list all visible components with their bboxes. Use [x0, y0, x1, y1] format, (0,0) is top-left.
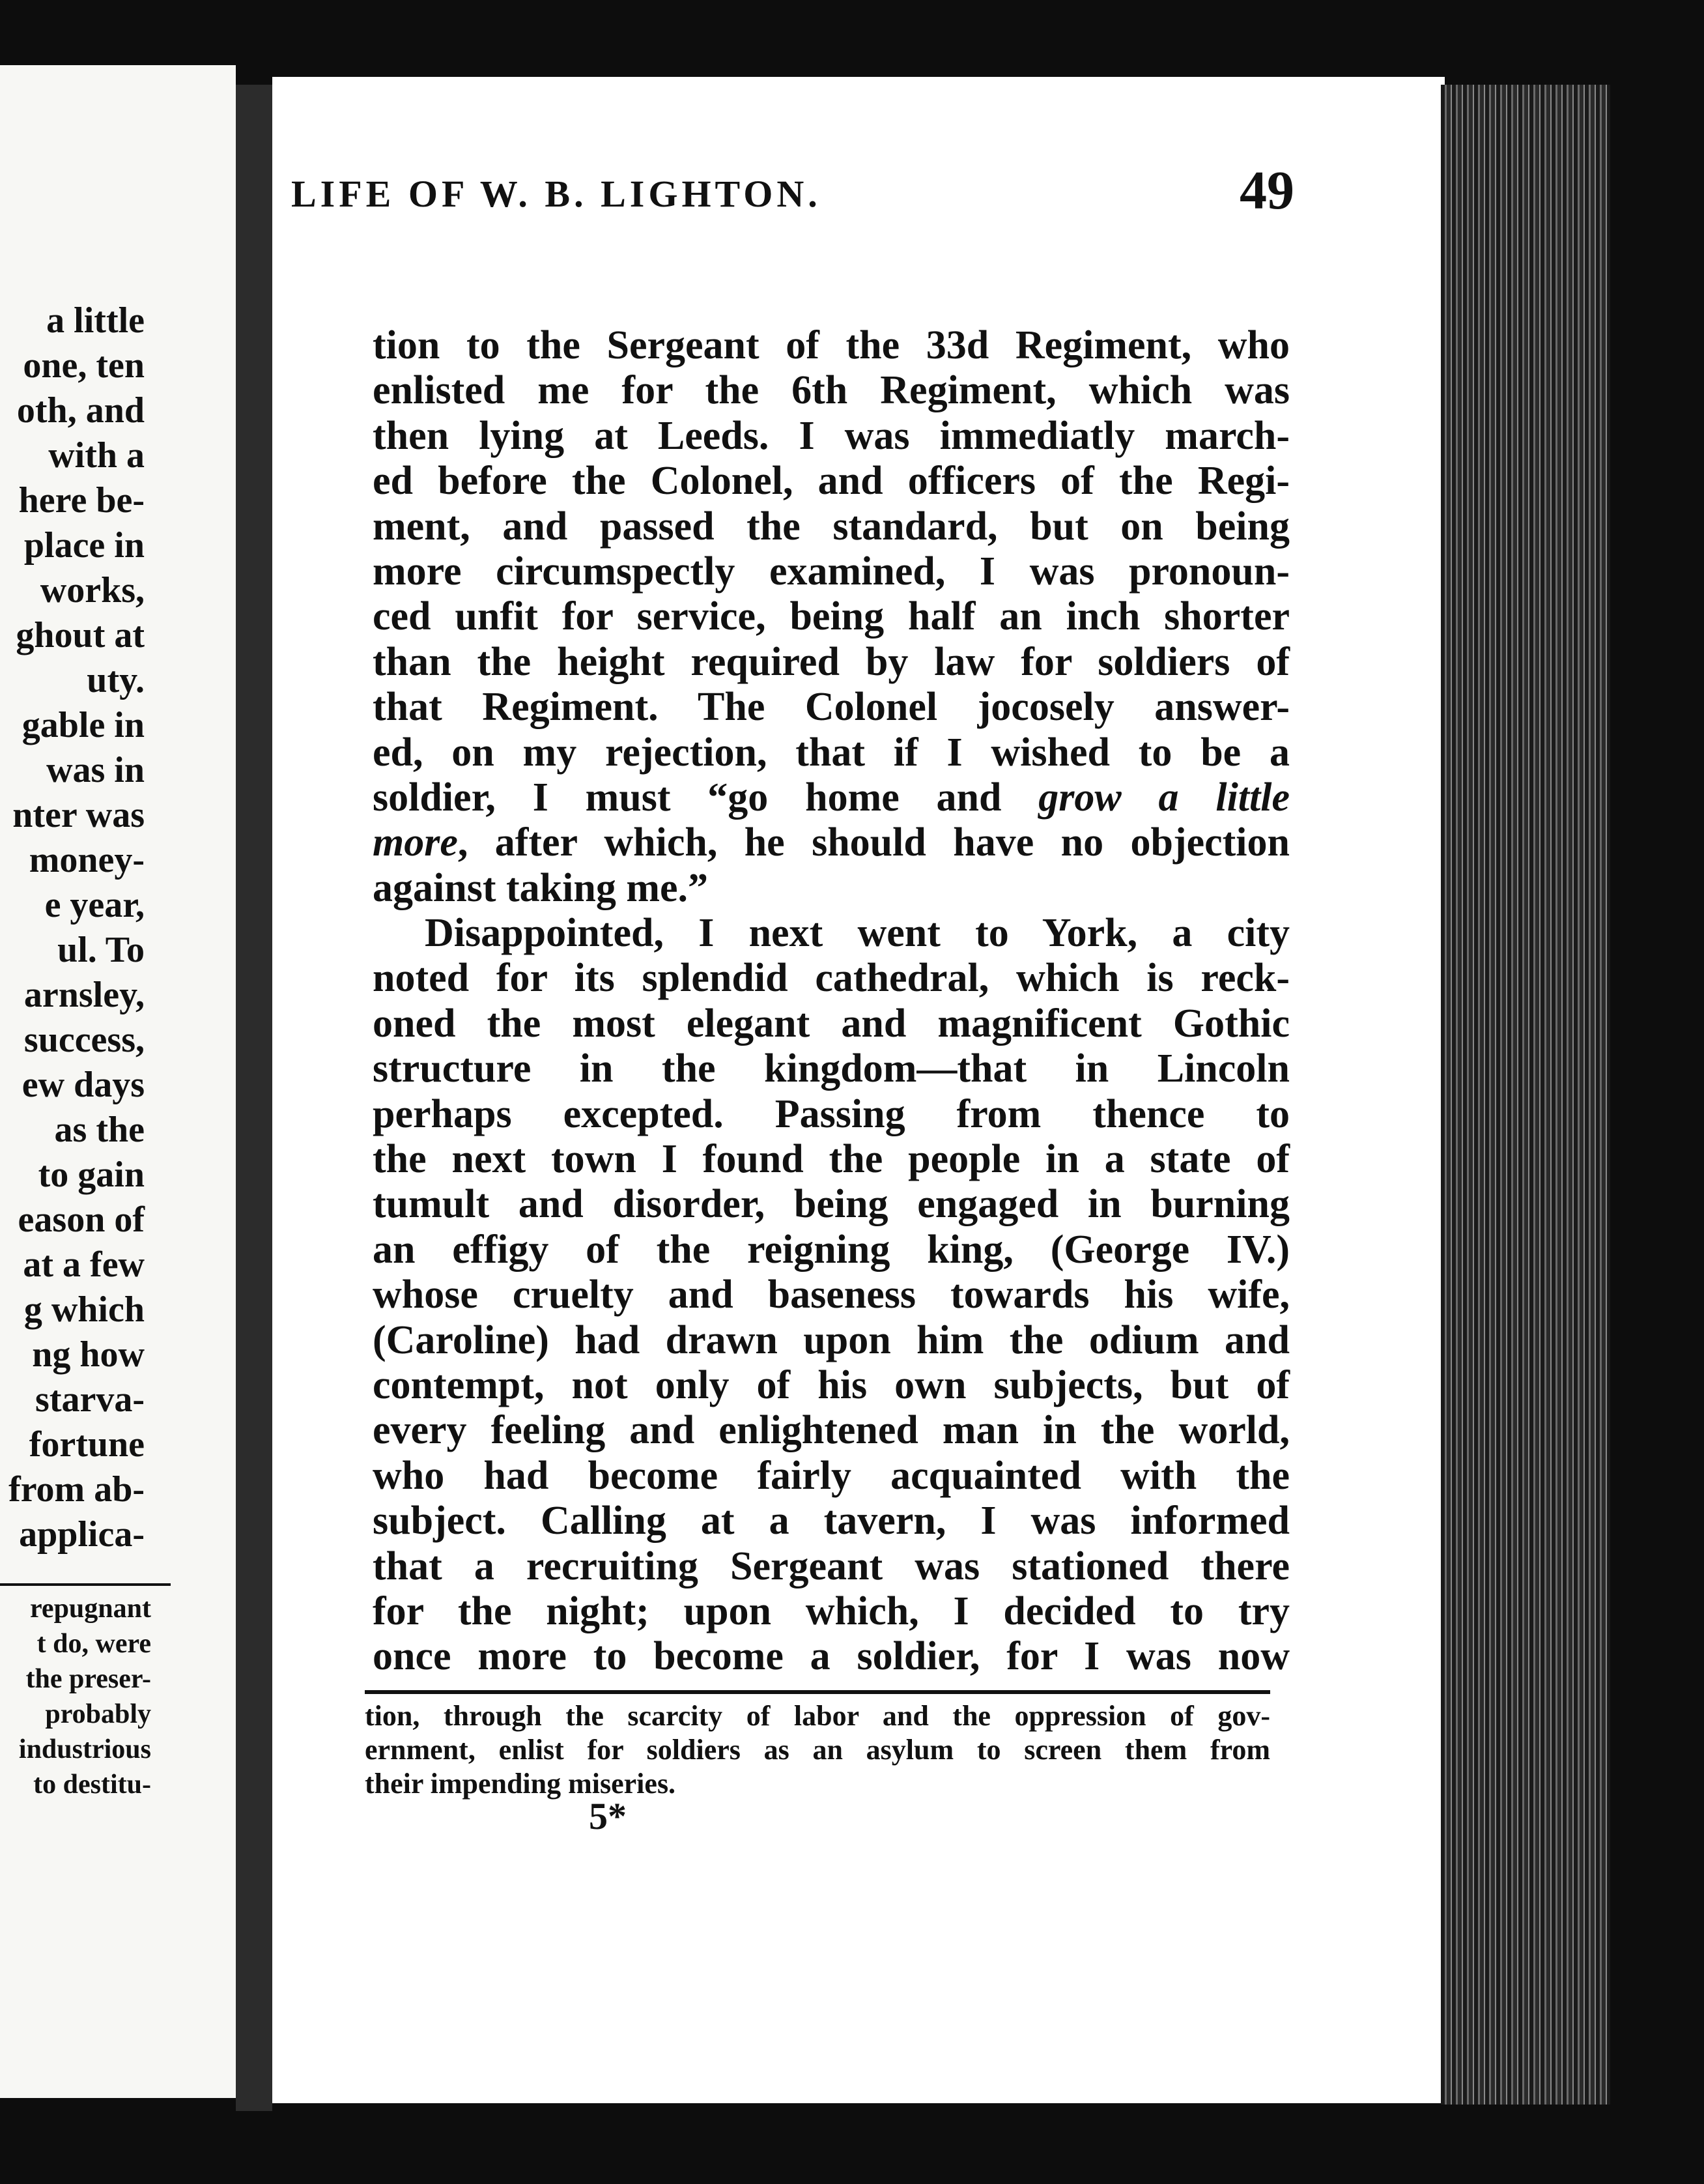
left-page-line: a little — [46, 300, 145, 341]
text-line: Disappointed, I next went to York, a city — [425, 911, 1290, 956]
text-line: perhaps excepted. Passing from thence to — [373, 1091, 1290, 1136]
left-footnote-line: industrious — [18, 1734, 151, 1764]
left-page-line: uty. — [87, 660, 145, 700]
page-number: 49 — [1240, 160, 1294, 221]
text-line — [373, 775, 1290, 820]
left-page-line: as the — [54, 1110, 145, 1150]
left-page-line: place in — [23, 525, 145, 566]
left-page-line: ew days — [21, 1065, 145, 1105]
left-page-line: at a few — [23, 1244, 145, 1285]
text-line: (Caroline) had drawn upon him the odium and — [373, 1317, 1290, 1362]
left-page-line: here be- — [18, 480, 145, 521]
left-page-line: nter was — [12, 795, 145, 835]
left-footnote-line: the preser- — [25, 1664, 151, 1694]
left-footnote-line: to destitu- — [33, 1770, 151, 1800]
text-line: than the height required by law for soldiers of — [373, 639, 1290, 684]
text-segment: , after which, he should have no objection — [457, 820, 1290, 865]
page-header — [291, 156, 1294, 228]
text-line: more circumspectly examined, I was pronoun- — [373, 549, 1290, 594]
text-line — [373, 820, 1290, 865]
text-line: subject. Calling at a tavern, I was informed — [373, 1499, 1290, 1544]
text-line: ment, and passed the standard, but on being — [373, 504, 1290, 549]
footnote — [365, 1699, 1270, 1801]
left-page-line: success, — [23, 1020, 145, 1060]
left-page-text — [0, 298, 145, 1557]
left-footnote-line: t do, were — [36, 1629, 151, 1659]
text-line: whose cruelty and baseness towards his wife, — [373, 1272, 1290, 1317]
left-page-line: g which — [23, 1289, 145, 1330]
text-line: who had become fairly acquainted with the — [373, 1453, 1290, 1498]
text-line: an effigy of the reigning king, (George IV.) — [373, 1227, 1290, 1272]
left-page-footnote — [19, 1591, 151, 1802]
text-line: ced unfit for service, being half an inch shorter — [373, 594, 1290, 639]
footnote-rule — [365, 1690, 1270, 1694]
left-page-line: with a — [48, 435, 145, 476]
left-page-line: oth, and — [16, 390, 145, 431]
text-line: ed, on my rejection, that if I wished to be a — [373, 730, 1290, 775]
running-head: LIFE OF W. B. LIGHTON. — [291, 173, 821, 215]
text-line: that a recruiting Sergeant was stationed there — [373, 1544, 1290, 1588]
text-line: enlisted me for the 6th Regiment, which was — [373, 368, 1290, 413]
text-line: tumult and disorder, being engaged in burning — [373, 1182, 1290, 1227]
left-page-line: applica- — [19, 1514, 145, 1555]
left-page-line: eason of — [18, 1200, 145, 1240]
text-line: tion to the Sergeant of the 33d Regiment, who — [373, 323, 1290, 367]
text-line: contempt, not only of his own subjects, but of — [373, 1362, 1290, 1407]
left-page-line: works, — [40, 570, 145, 611]
text-line: every feeling and enlightened man in the world, — [373, 1408, 1290, 1453]
left-page-line: was in — [46, 750, 145, 790]
footnote-line: ernment, enlist for soldiers as an asylum to screen them from — [365, 1734, 1270, 1766]
left-page-line: arnsley, — [23, 975, 145, 1015]
text-line: against taking me.” — [373, 865, 708, 910]
signature-mark: 5* — [589, 1795, 627, 1837]
footnote-line: their impending miseries. — [365, 1768, 676, 1800]
text-line: then lying at Leeds. I was immediatly march- — [373, 413, 1290, 458]
left-page-line: fortune — [29, 1424, 145, 1465]
italic-segment: more — [373, 820, 458, 865]
left-page-line: starva- — [35, 1379, 145, 1420]
text-line: the next town I found the people in a state of — [373, 1137, 1290, 1182]
page-edges — [1441, 85, 1610, 2105]
text-line: for the night; upon which, I decided to try — [373, 1588, 1290, 1633]
book-gutter — [236, 85, 272, 2111]
left-page-line: to gain — [38, 1155, 145, 1195]
left-footnote-rule — [0, 1583, 171, 1586]
footnote-line: tion, through the scarcity of labor and the oppression of gov- — [365, 1700, 1270, 1732]
text-line: ed before the Colonel, and officers of the Regi- — [373, 459, 1290, 504]
left-page-line: e year, — [44, 885, 145, 925]
text-line: once more to become a soldier, for I was now — [373, 1634, 1290, 1679]
left-footnote-line: probably — [45, 1699, 151, 1729]
text-segment: soldier, I must “go home and — [373, 775, 1039, 820]
left-page-line: ghout at — [16, 615, 145, 655]
left-page-line: one, ten — [23, 345, 145, 386]
left-page-line: money- — [29, 840, 145, 880]
text-line: structure in the kingdom—that in Lincoln — [373, 1046, 1290, 1091]
body-text — [373, 323, 1290, 1680]
italic-segment: grow a little — [1038, 775, 1290, 820]
text-line: noted for its splendid cathedral, which is reck- — [373, 956, 1290, 1001]
left-page-line: gable in — [21, 705, 145, 745]
left-page-line: ul. To — [57, 930, 145, 970]
text-line: oned the most elegant and magnificent Gothic — [373, 1001, 1290, 1046]
left-page-line: ng how — [32, 1334, 145, 1375]
text-line: that Regiment. The Colonel jocosely answer- — [373, 685, 1290, 730]
left-facing-page — [0, 65, 236, 2098]
left-page-line: from ab- — [8, 1469, 145, 1510]
left-footnote-line: repugnant — [30, 1594, 151, 1624]
